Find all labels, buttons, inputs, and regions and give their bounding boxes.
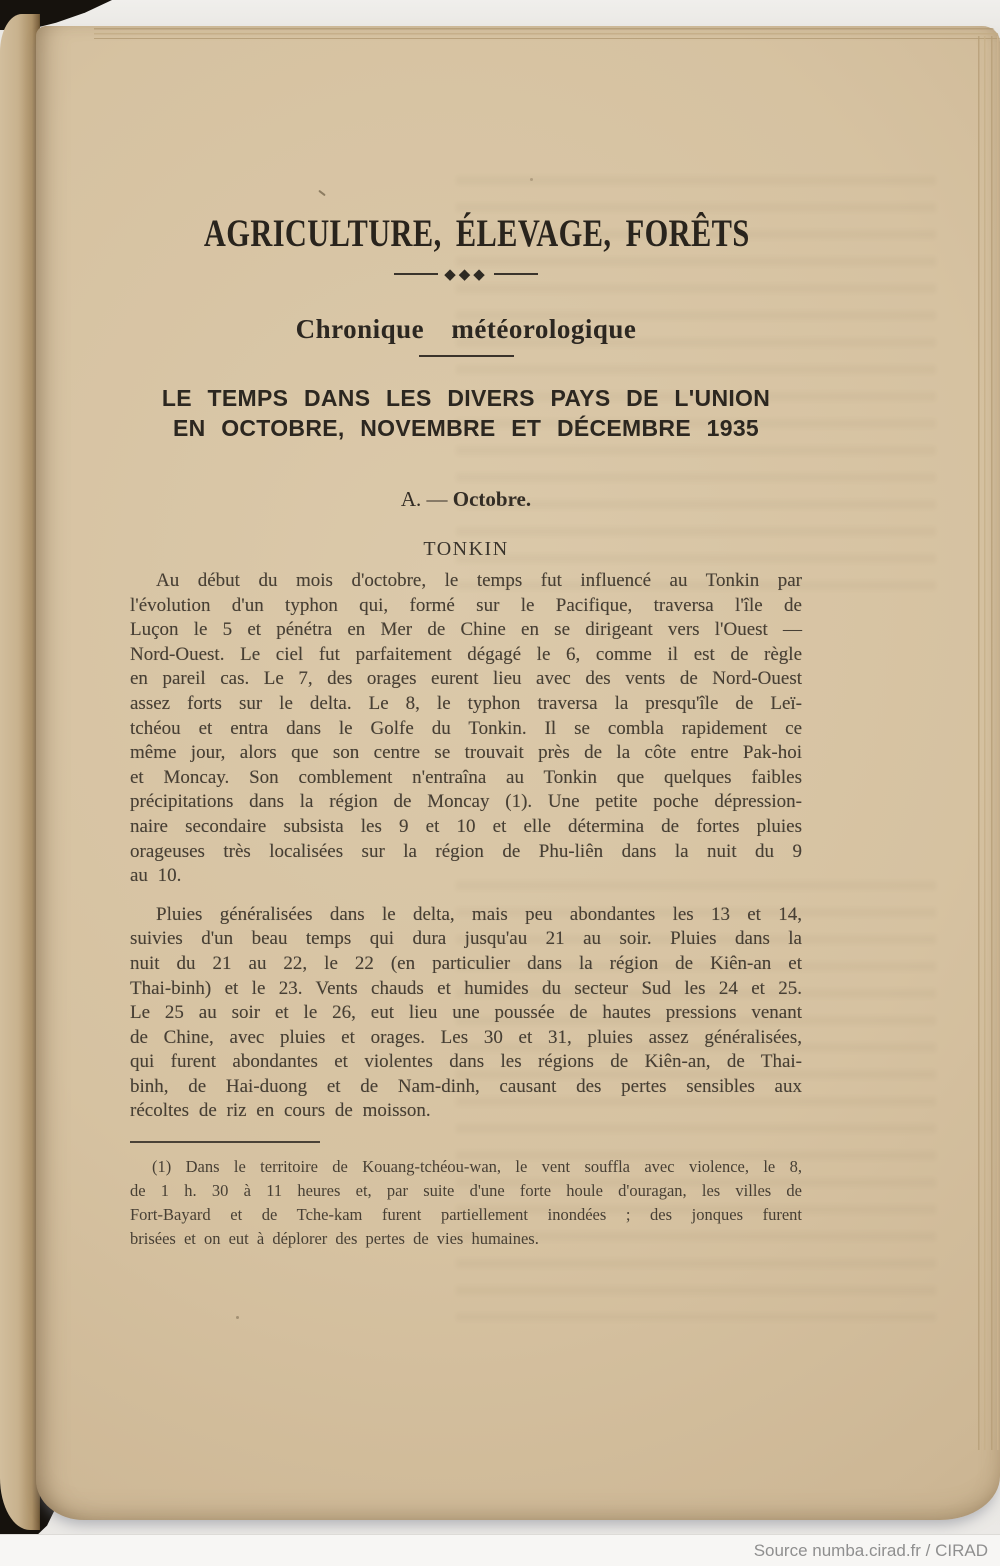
text-line: tchéou et entra dans le Golfe du Tonkin. Il se combla rapidement ce xyxy=(130,717,802,739)
section-label xyxy=(130,485,802,513)
text-line: suivies d'un beau temps qui dura jusqu'au 21 au soir. Pluies dans la xyxy=(130,928,802,950)
section-prefix: A. — xyxy=(400,487,453,511)
text-line: Luçon le 5 et pénétra en Mer de Chine en se dirigeant vers l'Ouest — xyxy=(130,619,802,641)
text-line: (1) Dans le territoire de Kouang-tchéou-wan, le vent souffla avec violence, le 8, xyxy=(152,1156,802,1176)
text-line: précipitations dans la région de Moncay (1). Une petite poche dépression- xyxy=(130,791,802,813)
article-heading-line1: LE TEMPS DANS LES DIVERS PAYS DE L'UNION xyxy=(161,385,771,411)
text-line: orageuses très localisées sur la région de Phu-liên dans la nuit du 9 xyxy=(130,840,802,862)
text-line: Fort-Bayard et de Tche-kam furent partiellement inondées ; des jonques furent xyxy=(130,1204,802,1224)
paper-speck xyxy=(318,190,326,197)
text-line: en pareil cas. Le 7, des orages eurent lieu avec des vents de Nord-Ouest xyxy=(130,668,802,690)
text-line: Pluies généralisées dans le delta, mais peu abondantes les 13 et 14, xyxy=(156,903,802,925)
text-line: au 10. xyxy=(130,865,182,887)
subtitle-rule xyxy=(419,355,514,357)
paragraph-2 xyxy=(130,903,802,1124)
page-stack-edges-top xyxy=(94,26,1000,41)
text-line: brisées et on eut à déplorer des pertes de vies humaines. xyxy=(130,1228,539,1248)
article-heading xyxy=(130,383,802,443)
printed-content xyxy=(130,212,802,1251)
viewer-footer-bar xyxy=(0,1534,1000,1566)
ornament-divider xyxy=(130,266,802,282)
paper-speck xyxy=(236,1316,239,1319)
section-name: Octobre. xyxy=(452,487,532,511)
text-line: Thai-binh) et le 23. Vents chauds et humides du secteur Sud les 24 et 25. xyxy=(130,977,802,999)
text-line: Nord-Ouest. Le ciel fut parfaitement dégagé le 6, comme il est de règle xyxy=(130,643,802,665)
chronicle-subtitle: Chronique météorologique xyxy=(295,314,637,344)
text-line: assez forts sur le delta. Le 8, le typhon traversa la presqu'île de Leï- xyxy=(130,692,802,714)
paper-speck xyxy=(530,178,533,181)
text-line: même jour, alors que son centre se trouvait près de la côte entre Pak-hoi xyxy=(130,742,802,764)
text-line: binh, de Hai-duong et de Nam-dinh, causant des pertes sensibles aux xyxy=(130,1075,802,1097)
paragraph-1 xyxy=(130,569,802,889)
text-line: l'évolution d'un typhon qui, formé sur le Pacifique, traversa l'île de xyxy=(130,594,802,616)
text-line: nuit du 21 au 22, le 22 (en particulier dans la région de Kiên-an et xyxy=(130,952,802,974)
footnote xyxy=(130,1155,802,1251)
text-line: récoltes de riz en cours de moisson. xyxy=(130,1100,431,1122)
text-line: de 1 h. 30 à 11 heures et, par suite d'une forte houle d'ouragan, les villes de xyxy=(130,1180,802,1200)
article-heading-line2: EN OCTOBRE, NOVEMBRE ET DÉCEMBRE 1935 xyxy=(172,415,760,441)
divider-line-right xyxy=(494,273,538,275)
region-heading: TONKIN xyxy=(423,538,509,560)
source-attribution: Source numba.cirad.fr / CIRAD xyxy=(753,1540,988,1560)
text-line: Au début du mois d'octobre, le temps fut influencé au Tonkin par xyxy=(156,570,802,591)
text-line: de Chine, avec pluies et orages. Les 30 et 31, pluies assez généralisées, xyxy=(130,1026,802,1048)
text-line: qui furent abondantes et violentes dans les régions de Kiên-an, de Thai- xyxy=(130,1051,802,1073)
divider-line-left xyxy=(394,273,438,275)
previous-page-gutter xyxy=(0,14,40,1530)
diamonds-ornament-icon: ◆◆◆ xyxy=(444,265,488,283)
text-line: et Moncay. Son comblement n'entraîna au Tonkin que quelques faibles xyxy=(130,766,802,788)
page-title: AGRICULTURE, ÉLEVAGE, FORÊTS xyxy=(203,212,750,255)
page-stack-edges-right xyxy=(974,36,1000,1450)
text-line: naire secondaire subsista les 9 et 10 et elle détermina de fortes pluies xyxy=(130,815,802,837)
scanned-page xyxy=(36,26,1000,1520)
footnote-separator-rule xyxy=(130,1141,320,1143)
text-line: Le 25 au soir et le 26, eut lieu une poussée de hautes pressions venant xyxy=(130,1002,802,1024)
